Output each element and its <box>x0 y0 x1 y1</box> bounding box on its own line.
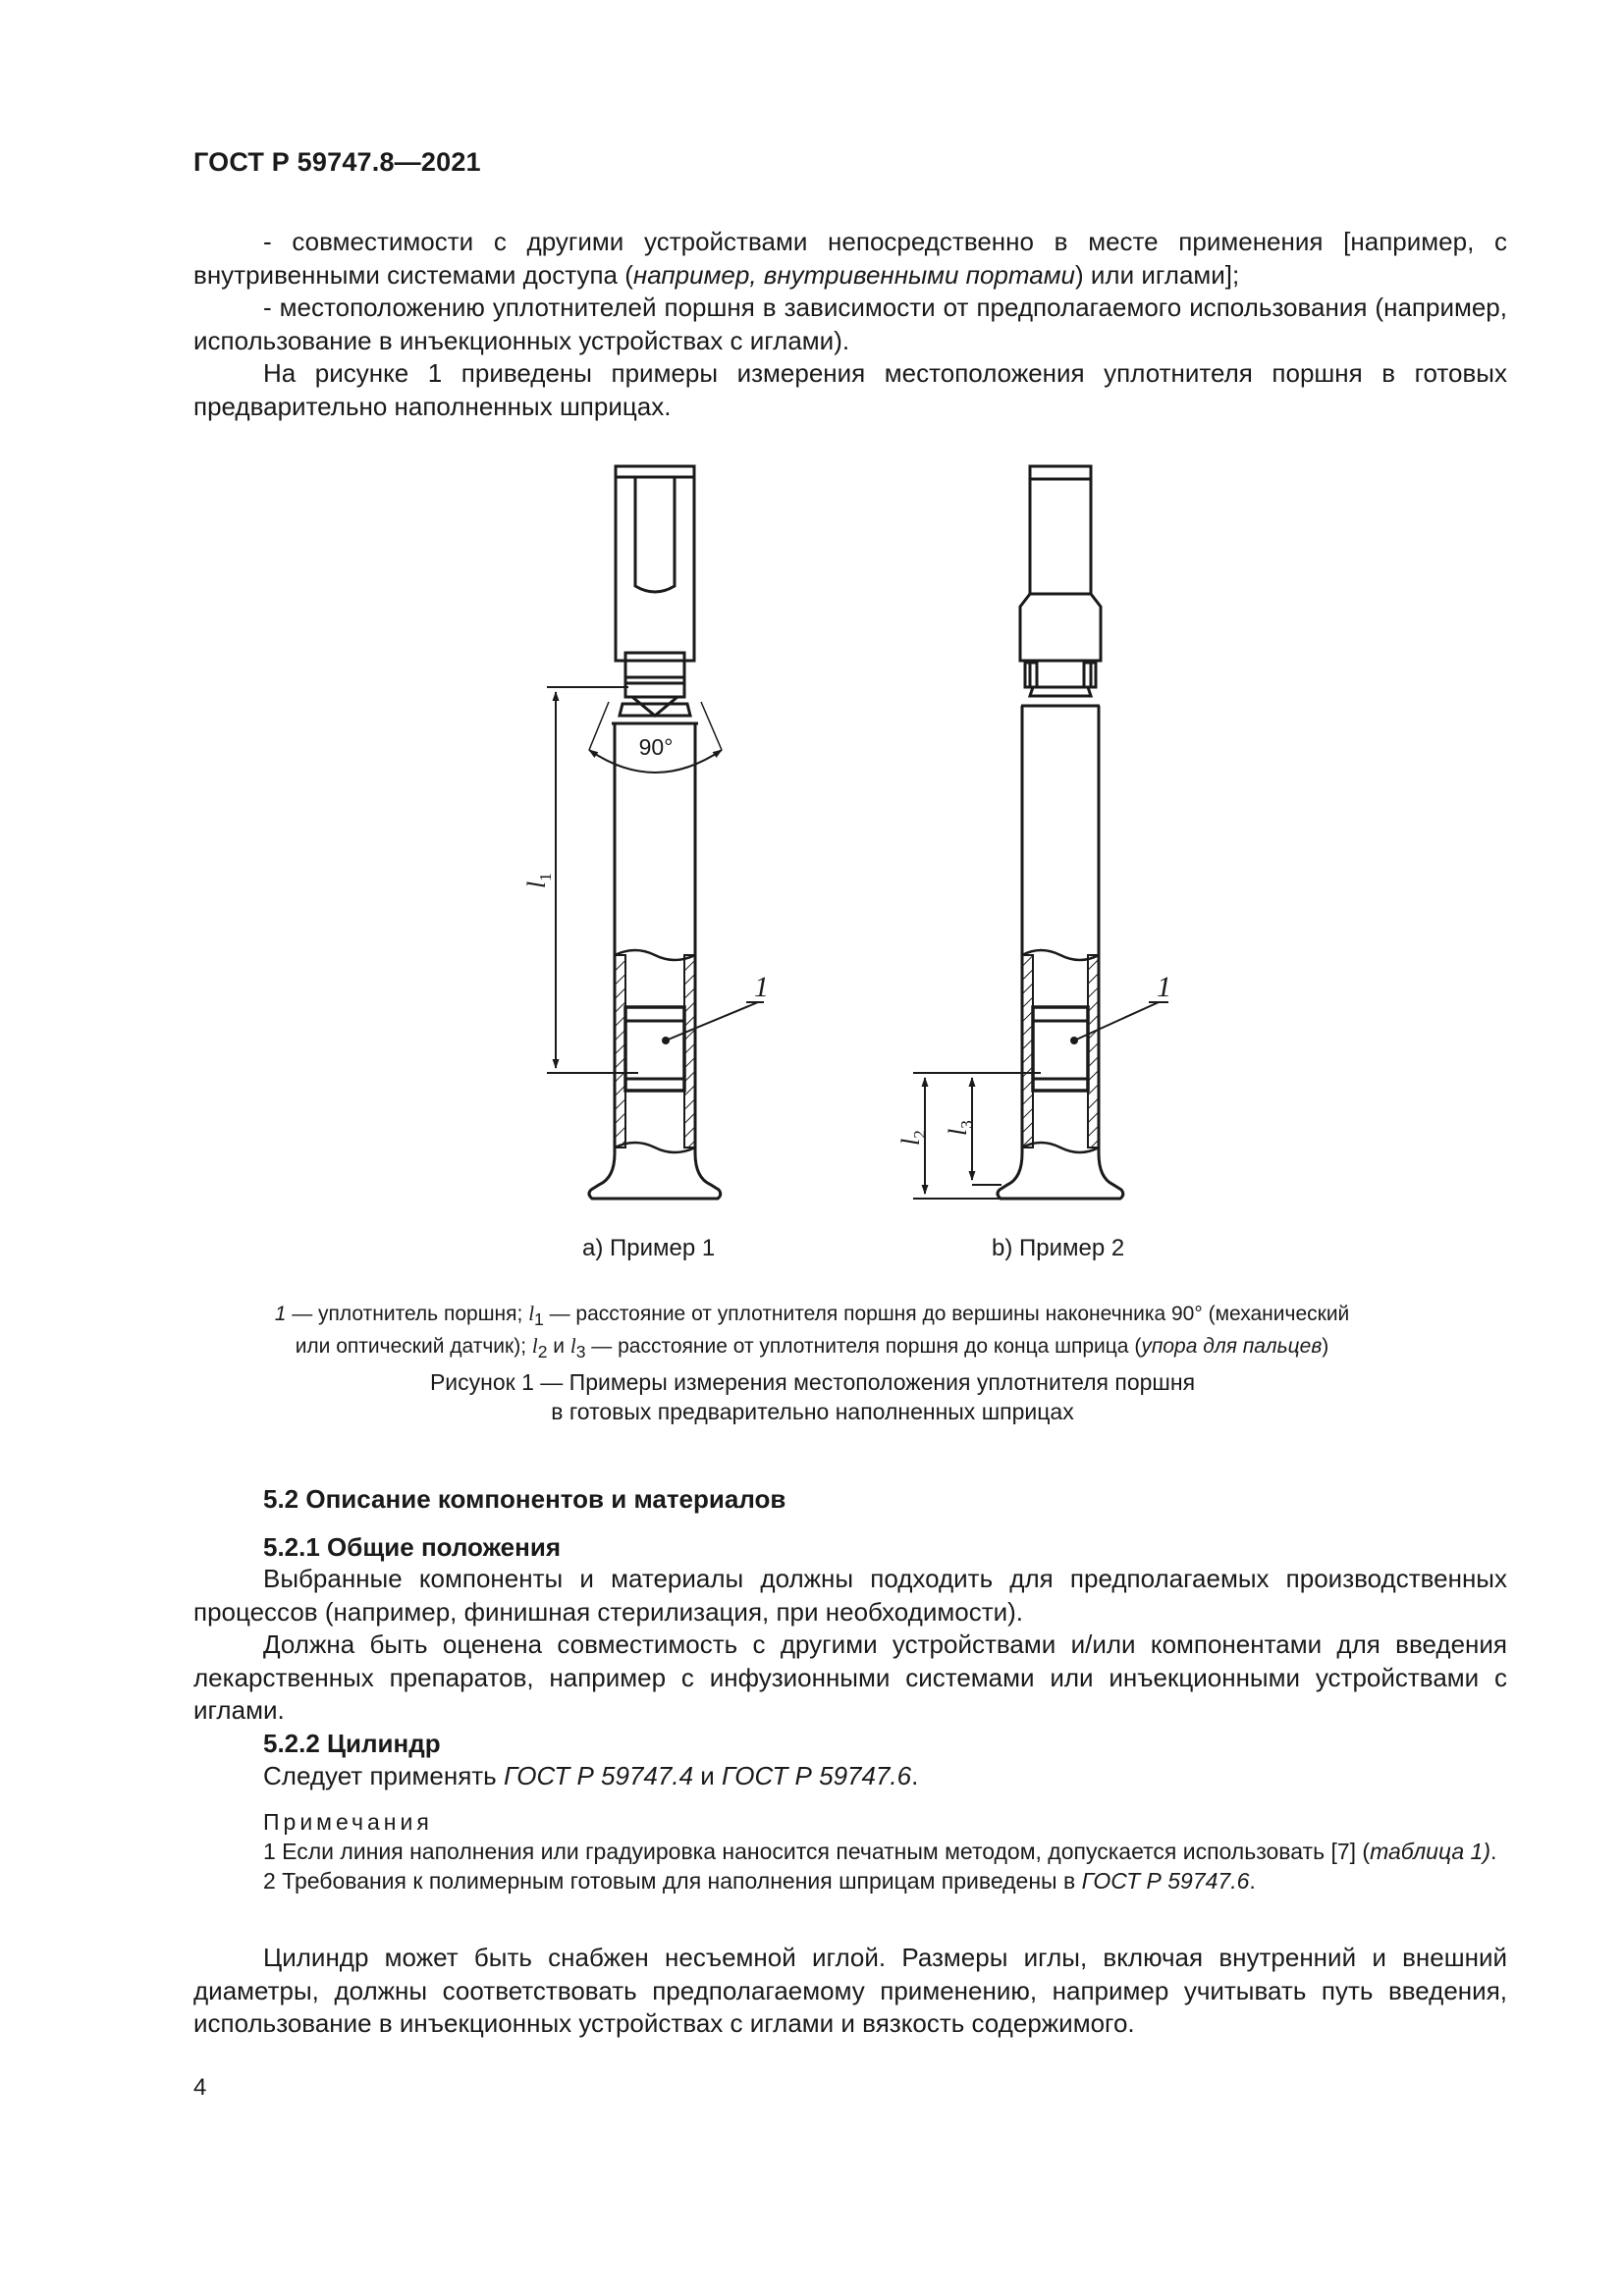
dimension-label-l2 <box>896 1130 929 1146</box>
paragraph-components: Выбранные компоненты и материалы должны подходить для предполагаемых производственных процессов (например, финишная стерилизация, при необходимости). <box>193 1564 1507 1627</box>
section-heading-5-2: 5.2 Описание компонентов и материалов <box>263 1484 786 1514</box>
syringe-drawings <box>0 447 1624 1281</box>
subfigure-caption-b: b) Пример 2 <box>992 1235 1125 1261</box>
syringe-example-1 <box>547 466 764 1199</box>
cylinder-standards-paragraph: Следует применять ГОСТ Р 59747.4 и ГОСТ Р 59747.6. <box>263 1761 919 1790</box>
dimension-label-l1 <box>522 873 555 888</box>
svg-text:l2: $l_2$ <box>896 1130 929 1146</box>
list-item-seal-location: - местоположению уплотнителей поршня в зависимости от предполагаемого использования (например, использование в инъекционных устройствах с иглами). <box>193 293 1507 355</box>
svg-text:l3: $l_3$ <box>944 1120 976 1136</box>
needle-paragraph: Цилиндр может быть снабжен несъемной иглой. Размеры иглы, включая внутренний и внешний диаметры, должны соответствовать предполагаемому применению, например учитывать путь введения, использование в инъекционных устройствах с иглами и вязкость содержимого. <box>193 1943 1507 2038</box>
page-number: 4 <box>193 2074 207 2101</box>
note-1: 1 Если линия наполнения или градуировка наносится печатным методом, допускается использовать [7] (таблица 1). <box>263 1839 1497 1864</box>
list-item-compatibility: - совместимости с другими устройствами непосредственно в месте применения [например, с внутривенными системами доступа (например, внутривенными портами) или иглами]; <box>193 227 1507 290</box>
intro-block <box>193 226 1507 423</box>
note-2: 2 Требования к полимерным готовым для наполнения шприцам приведены в ГОСТ Р 59747.6. <box>263 1868 1256 1894</box>
dimension-label-l3 <box>944 1120 976 1136</box>
angle-label: 90° <box>638 734 674 760</box>
notes-block <box>193 1807 1507 1896</box>
subfigure-caption-a: а) Пример 1 <box>582 1235 716 1261</box>
section-heading-5-2-2: 5.2.2 Цилиндр <box>263 1729 441 1758</box>
figure-title: Рисунок 1 — Примеры измерения местоположения уплотнителя поршня в готовых предварительно наполненных шприцах <box>429 1369 1196 1424</box>
callout-number-a: 1 <box>754 971 769 1003</box>
document-header: ГОСТ Р 59747.8—2021 <box>193 147 481 177</box>
syringe-example-2 <box>913 466 1168 1199</box>
section-heading-5-2-1: 5.2.1 Общие положения <box>263 1532 561 1562</box>
figure-1 <box>0 447 1624 1281</box>
notes-heading: Примечания <box>263 1809 433 1835</box>
general-provisions-block <box>193 1563 1507 1728</box>
callout-number-b: 1 <box>1157 971 1171 1003</box>
paragraph-compatibility: Должна быть оценена совместимость с другими устройствами и/или компонентами для введения лекарственных препаратов, например с инфузионными системами или инъекционными устройствами с иглами. <box>193 1629 1507 1725</box>
figure-legend: 1 — уплотнитель поршня; $l_1$ — расстояние от уплотнителя поршня до вершины наконечника 90° (механический или оптический датчик); $l_2$ и $l_3$ — расстояние от уплотнителя поршня до конца шприца (упора для пальцев) <box>274 1302 1350 1362</box>
intro-paragraph: На рисунке 1 приведены примеры измерения местоположения уплотнителя поршня в готовых предварительно наполненных шприцах. <box>193 358 1507 421</box>
svg-text:l1: $l_1$ <box>522 873 555 888</box>
